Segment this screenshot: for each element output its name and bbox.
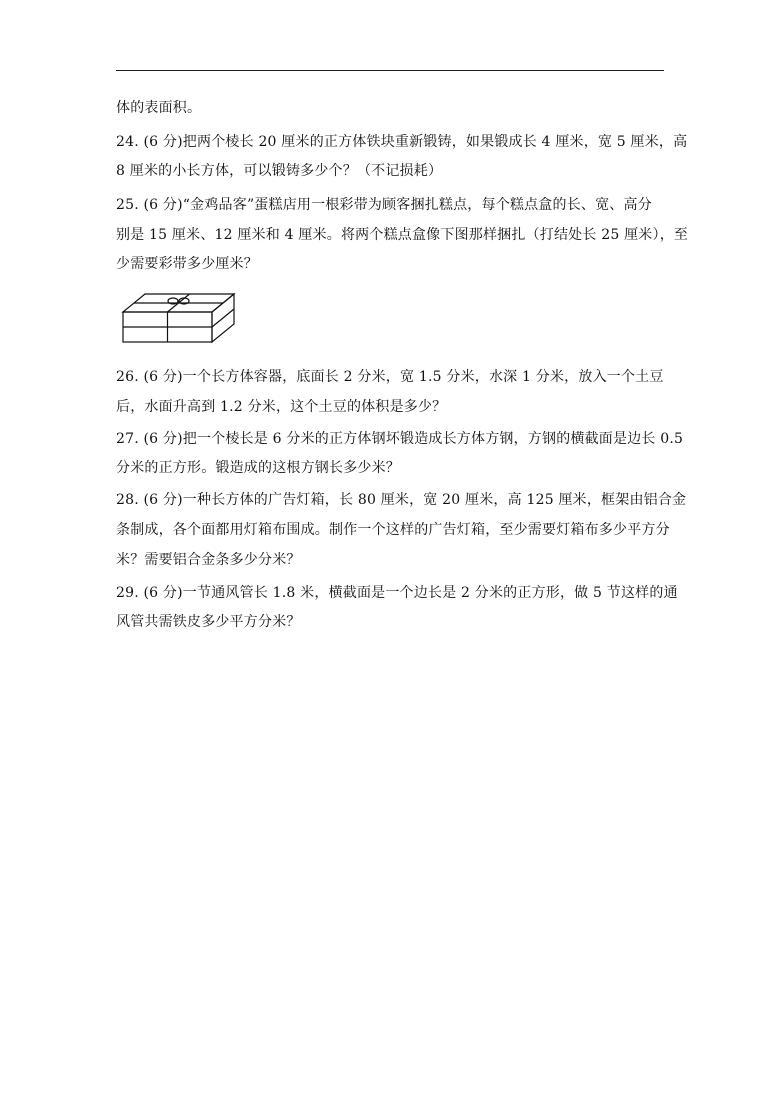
q28-line-1: 28. (6 分)一种长方体的广告灯箱，长 80 厘米，宽 20 厘米，高 125 厘米，框架由铝合金 <box>116 492 687 508</box>
q24-line-1: 24. (6 分)把两个棱长 20 厘米的正方体铁块重新锻铸，如果锻成长 4 厘米，宽 5 厘米，高 <box>116 134 688 150</box>
header-rule <box>116 70 664 71</box>
q25-line-2: 别是 15 厘米、12 厘米和 4 厘米。将两个糕点盒像下图那样捆扎（打结处长 25 厘米），至 <box>116 227 689 243</box>
q29-line-1: 29. (6 分)一节通风管长 1.8 米，横截面是一个边长是 2 分米的正方形，做 5 节这样的通 <box>116 585 678 601</box>
q23-continuation: 体的表面积。 <box>116 100 202 116</box>
q28-line-3: 米？需要铝合金条多少分米？ <box>116 552 301 568</box>
q25-line-3: 少需要彩带多少厘米？ <box>116 256 258 272</box>
q25-line-1: 25. (6 分)“金鸡品客”蛋糕店用一根彩带为顾客捆扎糕点，每个糕点盒的长、宽、高分 <box>116 197 652 213</box>
q29-line-2: 风管共需铁皮多少平方分米？ <box>116 614 301 630</box>
q28-line-2: 条制成，各个面都用灯箱布围成。制作一个这样的广告灯箱，至少需要灯箱布多少平方分 <box>116 522 670 538</box>
q26-line-2: 后，水面升高到 1.2 分米，这个土豆的体积是多少？ <box>116 399 447 415</box>
q26-line-1: 26. (6 分)一个长方体容器，底面长 2 分米，宽 1.5 分米，水深 1 分米，放入一个土豆 <box>116 369 664 385</box>
q27-line-2: 分米的正方形。锻造成的这根方钢长多少米？ <box>116 460 400 476</box>
ribbon-side-horizontal <box>212 309 234 327</box>
tied-cake-boxes-figure <box>120 290 238 346</box>
q27-line-1: 27. (6 分)把一个棱长是 6 分米的正方体钢坏锻造成长方体方钢，方钢的横截面是边长 0.5 <box>116 431 684 447</box>
q24-line-2: 8 厘米的小长方体，可以锻铸多少个？（不记损耗） <box>116 163 443 179</box>
